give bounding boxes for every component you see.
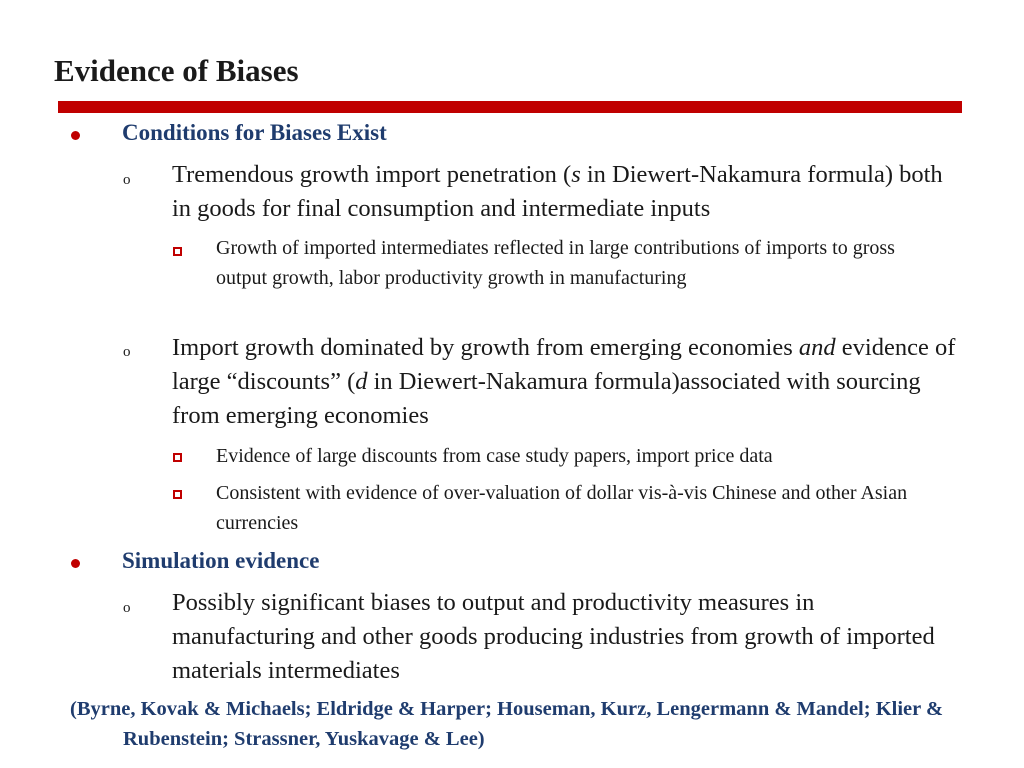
section-heading-simulation: Simulation evidence — [122, 548, 320, 573]
circle-bullet-icon: o — [123, 600, 131, 616]
square-bullet-icon — [173, 453, 182, 462]
circle-bullet-icon: o — [123, 172, 131, 188]
page-title: Evidence of Biases — [54, 53, 299, 88]
references: (Byrne, Kovak & Michaels; Eldridge & Harper; Houseman, Kurz, Lengermann & Mandel; Klier & Rubenstein; Strassner, Yuskavage & Lee) — [70, 698, 944, 750]
bullet-dot-icon — [71, 131, 80, 140]
square-bullet-icon — [173, 490, 182, 499]
sub-item-large-discounts: Evidence of large discounts from case study papers, import price data — [216, 445, 773, 467]
list-item-import-penetration: Tremendous growth import penetration (s in Diewert-Nakamura formula) both in goods for final consumption and intermediate inputs — [172, 161, 943, 222]
circle-bullet-icon: o — [123, 344, 131, 360]
sub-item-imported-intermediates: Growth of imported intermediates reflected in large contributions of imports to gross output growth, labor productivity growth in manufacturing — [216, 237, 895, 289]
list-item-emerging-economies: Import growth dominated by growth from emerging economies and evidence of large “discounts” (d in Diewert-Nakamura formula)associated with sourcing from emerging economies — [172, 334, 956, 429]
bullet-dot-icon — [71, 559, 80, 568]
list-item-significant-biases: Possibly significant biases to output and productivity measures in manufacturing and other goods producing industries from growth of imported materials intermediates — [172, 589, 935, 684]
title-underline — [58, 101, 962, 113]
section-heading-conditions: Conditions for Biases Exist — [122, 120, 387, 145]
square-bullet-icon — [173, 247, 182, 256]
sub-item-over-valuation: Consistent with evidence of over-valuation of dollar vis-à-vis Chinese and other Asian currencies — [216, 482, 908, 534]
